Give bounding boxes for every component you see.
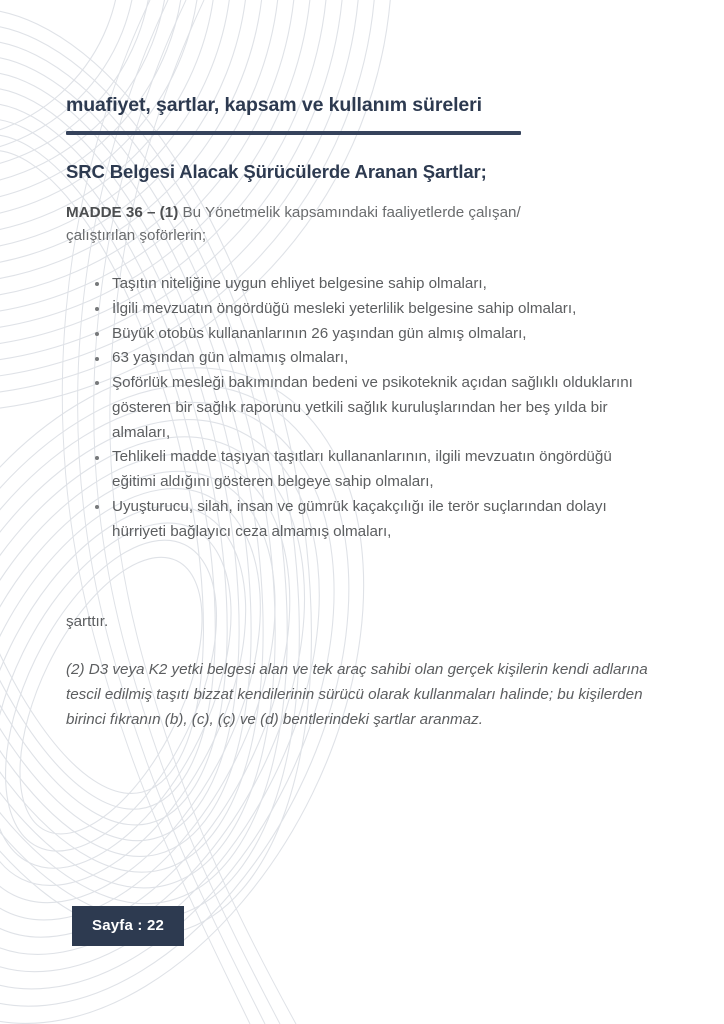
list-item: [92, 445, 652, 495]
intro-text: Bu Yönetmelik kapsamındaki faaliyetlerde çalışan/ çalıştırılan şoförlerin;: [66, 204, 521, 245]
section-title: SRC Belgesi Alacak Şürücülerde Aranan Şartlar;: [66, 161, 487, 182]
page-content: [66, 0, 666, 1024]
note-paragraph: (2) D3 veya K2 yetki belgesi alan ve tek araç sahibi olan gerçek kişilerin kendi adlarına tescil edilmiş taşıtı bizzat kendilerinin sürücü olarak kullanmaları halinde; bu kişilerden birinci fıkranın (b), (c), (ç) ve (d) bentlerindeki şartlar aranmaz.: [66, 661, 648, 728]
list-item-label: Şoförlük mesleği bakımından bedeni ve psikoteknik açıdan sağlıklı olduklarını gösteren bir sağlık raporunu yetkili sağlık kuruluşlarından her beş yılda bir almaları,: [112, 374, 633, 441]
list-item: [92, 495, 652, 545]
bullet-dot-icon: [95, 282, 99, 286]
page-title: muafiyet, şartlar, kapsam ve kullanım süreleri: [66, 94, 482, 116]
closing-paragraph: şarttır.: [66, 613, 109, 630]
list-item-label: İlgili mevzuatın öngördüğü mesleki yeterlilik belgesine sahip olmaları,: [112, 299, 577, 317]
bullet-dot-icon: [95, 505, 99, 509]
bullet-dot-icon: [95, 456, 99, 460]
list-item-label: 63 yaşından gün almamış olmaları,: [112, 349, 349, 367]
list-item: [92, 346, 652, 371]
title-divider: [66, 131, 521, 135]
list-item-label: Büyük otobüs kullananlarının 26 yaşından gün almış olmaları,: [112, 324, 527, 342]
list-item: [92, 322, 652, 347]
bullet-dot-icon: [95, 381, 99, 385]
list-item: [92, 371, 652, 445]
intro-paragraph: [66, 201, 590, 247]
conditions-list: [92, 272, 652, 544]
madde-label: MADDE 36 – (1): [66, 204, 179, 221]
page-number-badge: Sayfa : 22: [72, 906, 184, 946]
bullet-dot-icon: [95, 357, 99, 361]
bullet-dot-icon: [95, 307, 99, 311]
list-item: [92, 297, 652, 322]
list-item: [92, 272, 652, 297]
bullet-dot-icon: [95, 332, 99, 336]
list-item-label: Taşıtın niteliğine uygun ehliyet belgesine sahip olmaları,: [112, 275, 487, 292]
list-item-label: Tehlikeli madde taşıyan taşıtları kullananlarının, ilgili mevzuatın öngördüğü eğitimi aldığını gösteren belgeye sahip olmaları,: [112, 448, 612, 491]
list-item-label: Uyuşturucu, silah, insan ve gümrük kaçakçılığı ile terör suçlarından dolayı hürriyeti bağlayıcı ceza almamış olmaları,: [112, 497, 607, 540]
